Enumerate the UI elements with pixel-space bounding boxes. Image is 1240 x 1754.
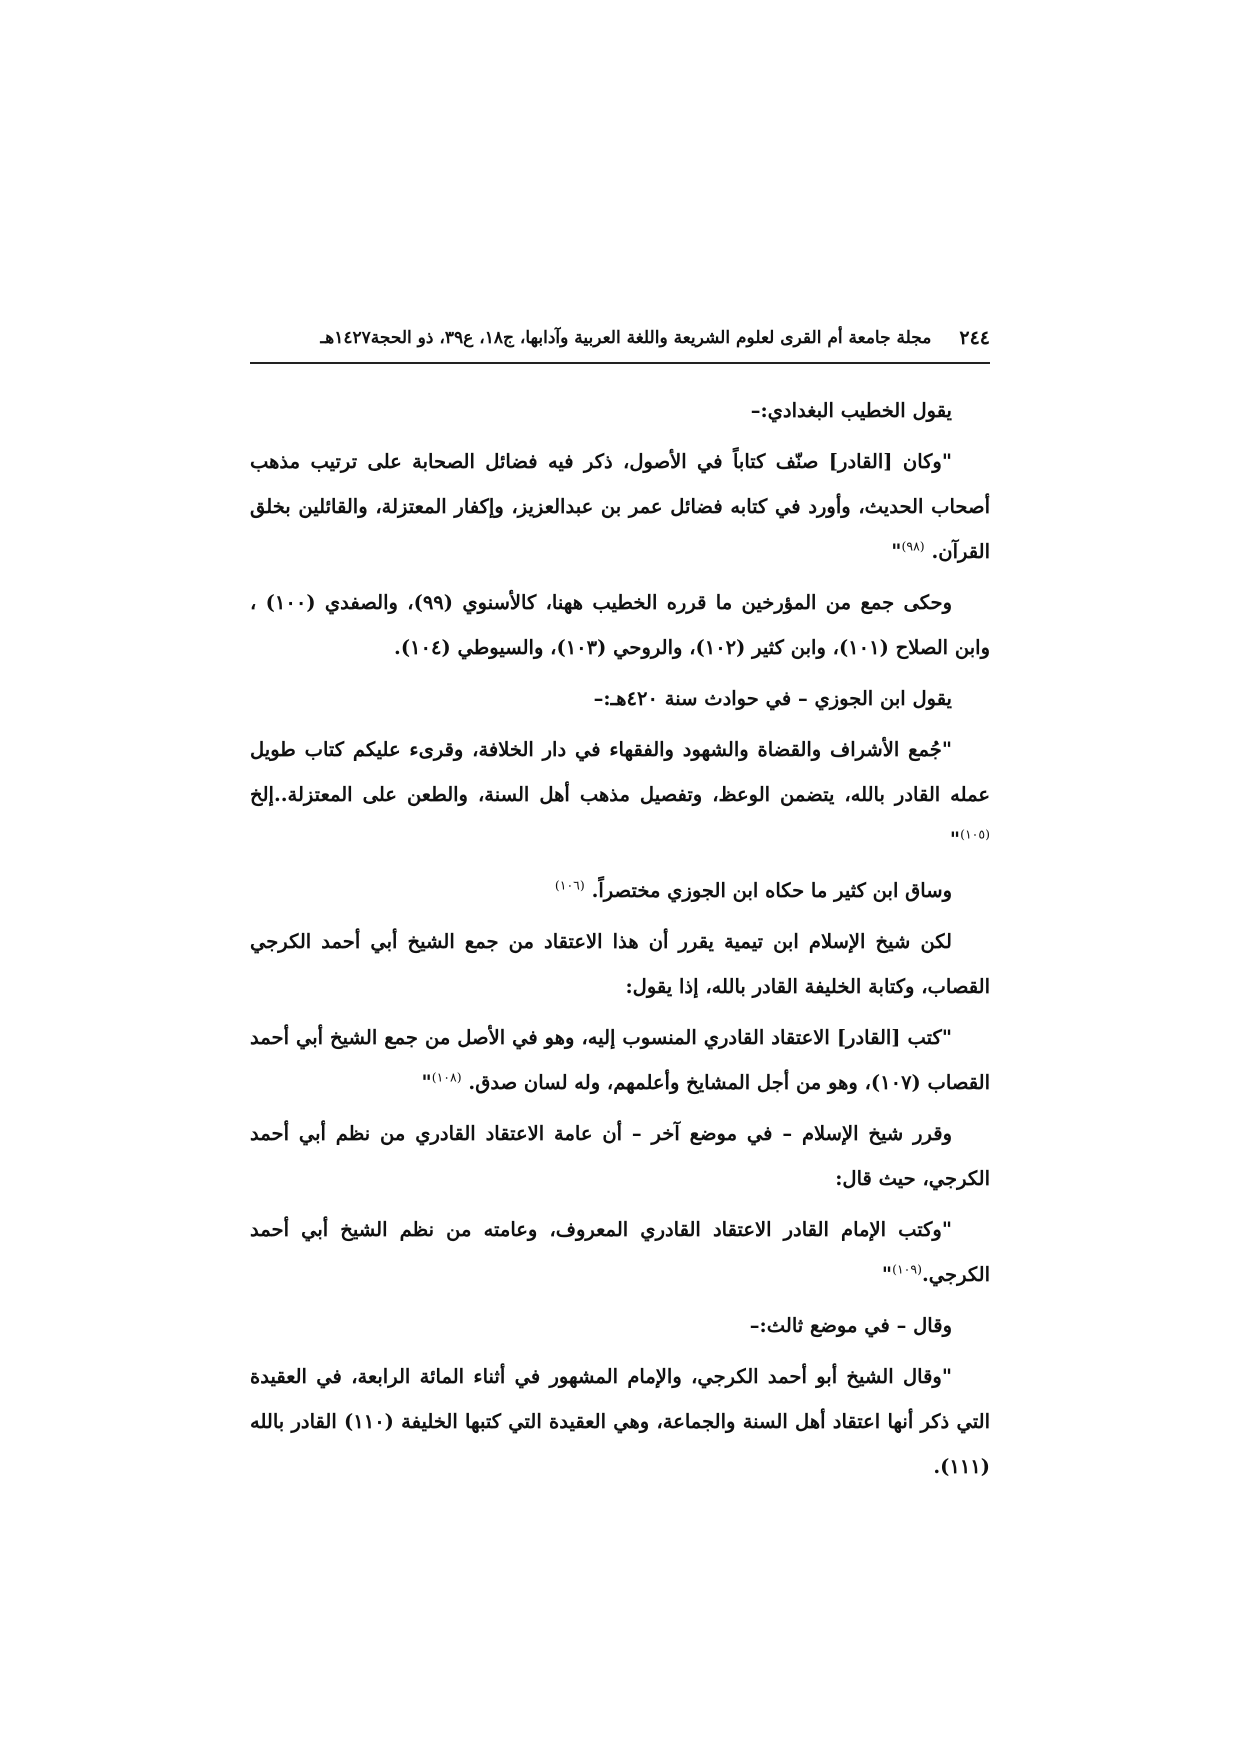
paragraph-text: "وكتب الإمام القادر الاعتقاد القادري المعروف، وعامته من نظم الشيخ أبي أحمد الكرجي.: [250, 1218, 990, 1286]
closing-quote: ": [949, 828, 961, 851]
paragraph: [250, 919, 990, 1009]
page-number: ٢٤٤: [959, 327, 990, 349]
body-text: [250, 388, 990, 1495]
closing-quote: ": [891, 540, 902, 563]
paragraph-text: وساق ابن كثير ما حكاه ابن الجوزي مختصراً.: [591, 879, 952, 902]
quote-paragraph: [250, 1015, 990, 1105]
paragraph: [250, 580, 990, 670]
journal-title: مجلة جامعة أم القرى لعلوم الشريعة واللغة العربية وآدابها، ج١٨، ع٣٩، ذو الحجة١٤٢٧هـ: [320, 328, 932, 348]
paragraph-text: يقول ابن الجوزي – في حوادث سنة ٤٢٠هـ:–: [593, 687, 952, 710]
footnote-ref[interactable]: (١٠٨): [431, 1069, 462, 1085]
paragraph-text: "كتب [القادر] الاعتقاد القادري المنسوب إليه، وهو في الأصل من جمع الشيخ أبي أحمد القصاب (١٠٧)، وهو من أجل المشايخ وأعلمهم، وله لسان صدق.: [250, 1026, 990, 1094]
closing-quote: ": [421, 1071, 432, 1094]
paragraph-text: "جُمع الأشراف والقضاة والشهود والفقهاء في دار الخلافة، وقرىء عليكم كتاب طويل عمله القادر بالله، يتضمن الوعظ، وتفصيل مذهب أهل السنة، والطعن على المعتزلة..إلخ: [250, 738, 990, 806]
paragraph-text: "وكان [القادر] صنّف كتاباً في الأصول، ذكر فيه فضائل الصحابة على ترتيب مذهب أصحاب الحديث، وأورد في كتابه فضائل عمر بن عبدالعزيز، وإكفار المعتزلة، والقائلين بخلق القرآن.: [250, 450, 990, 563]
paragraph: [250, 868, 990, 913]
header-divider: [250, 362, 990, 364]
running-header: [250, 320, 990, 356]
quote-paragraph: [250, 1354, 990, 1489]
paragraph: [250, 1303, 990, 1348]
paragraph-text: وحكى جمع من المؤرخين ما قرره الخطيب ههنا، كالأسنوي (٩٩)، والصفدي (١٠٠) ، وابن الصلاح (١٠١)، وابن كثير (١٠٢)، والروحي (١٠٣)، والسيوطي (١٠٤).: [250, 591, 990, 659]
paragraph-text: وقال – في موضع ثالث:–: [749, 1314, 952, 1337]
paragraph-text: وقرر شيخ الإسلام – في موضع آخر – أن عامة الاعتقاد القادري من نظم أبي أحمد الكرجي، حيث قال:: [250, 1122, 990, 1190]
quote-paragraph: [250, 439, 990, 574]
paragraph-text: "وقال الشيخ أبو أحمد الكرجي، والإمام المشهور في أثناء المائة الرابعة، في العقيدة التي ذكر أنها اعتقاد أهل السنة والجماعة، وهي العقيدة التي كتبها الخليفة (١١٠) القادر بالله (١١١).: [250, 1365, 990, 1478]
paragraph: [250, 676, 990, 721]
paragraph: [250, 1111, 990, 1201]
paragraph-text: لكن شيخ الإسلام ابن تيمية يقرر أن هذا الاعتقاد من جمع الشيخ أبي أحمد الكرجي القصاب، وكتابة الخليفة القادر بالله، إذا يقول:: [250, 930, 990, 998]
footnote-ref[interactable]: (١٠٦): [554, 877, 585, 893]
paragraph: [250, 388, 990, 433]
footnote-ref[interactable]: (١٠٩): [892, 1261, 923, 1277]
quote-paragraph: [250, 727, 990, 862]
footnote-ref[interactable]: (٩٨): [901, 538, 925, 554]
footnote-ref[interactable]: (١٠٥): [960, 826, 990, 842]
paragraph-text: يقول الخطيب البغدادي:–: [750, 399, 952, 422]
closing-quote: ": [881, 1263, 893, 1286]
quote-paragraph: [250, 1207, 990, 1297]
